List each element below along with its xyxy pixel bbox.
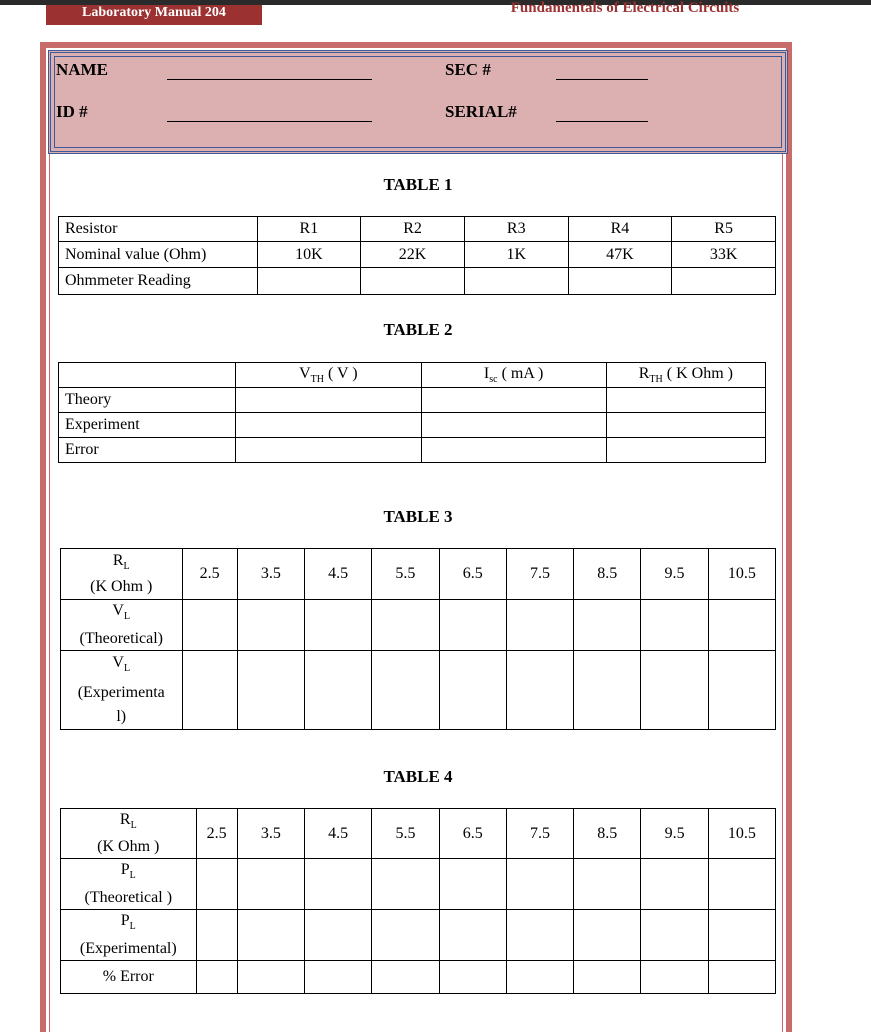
table4-cell[interactable] xyxy=(641,961,708,994)
table4-cell[interactable] xyxy=(506,910,573,961)
table4-rl-label: $R_L$ (K Ohm ) xyxy=(61,809,197,859)
table2 xyxy=(58,362,766,463)
table3-cell[interactable] xyxy=(182,600,237,651)
table4 xyxy=(60,808,776,994)
table4-cell[interactable] xyxy=(372,961,439,994)
table3-rl-value: 10.5 xyxy=(708,549,775,600)
table4-cell[interactable] xyxy=(708,961,775,994)
table2-cell[interactable] xyxy=(236,413,421,438)
table1-header-r4: R4 xyxy=(568,217,672,242)
table4-rl-value: 10.5 xyxy=(708,809,775,859)
table3-cell[interactable] xyxy=(574,651,641,730)
table4-rl-value: 8.5 xyxy=(574,809,641,859)
serial-field[interactable] xyxy=(556,121,648,122)
table4-cell[interactable] xyxy=(372,859,439,910)
table2-header-rth: $R_{TH}$ ( K Ohm ) xyxy=(606,363,765,388)
table3-cell[interactable] xyxy=(237,600,304,651)
table4-cell[interactable] xyxy=(196,961,237,994)
table2-row-experiment: Experiment xyxy=(59,413,236,438)
table4-rl-value: 5.5 xyxy=(372,809,439,859)
table4-cell[interactable] xyxy=(574,961,641,994)
table1-header-r5: R5 xyxy=(672,217,776,242)
table4-cell[interactable] xyxy=(372,910,439,961)
table1-reading-cell[interactable] xyxy=(568,268,672,295)
table3-cell[interactable] xyxy=(439,600,506,651)
table2-cell[interactable] xyxy=(421,438,606,463)
table1-reading-cell[interactable] xyxy=(464,268,568,295)
table4-cell[interactable] xyxy=(439,859,506,910)
table1-nominal-r5: 33K xyxy=(672,242,776,268)
table3-cell[interactable] xyxy=(708,600,775,651)
table4-cell[interactable] xyxy=(574,910,641,961)
id-field[interactable] xyxy=(167,121,372,122)
table1-title: TABLE 1 xyxy=(383,175,453,194)
table3-rl-value: 9.5 xyxy=(641,549,708,600)
table4-cell[interactable] xyxy=(506,961,573,994)
table3-rl-value: 5.5 xyxy=(372,549,439,600)
table1-nominal-r3: 1K xyxy=(464,242,568,268)
table3-cell[interactable] xyxy=(506,600,573,651)
table3-title: TABLE 3 xyxy=(383,507,453,526)
table1-reading-cell[interactable] xyxy=(361,268,465,295)
table4-title: TABLE 4 xyxy=(383,767,453,786)
table4-rl-value: 6.5 xyxy=(439,809,506,859)
sec-label: SEC # xyxy=(445,60,491,79)
table4-rl-value: 2.5 xyxy=(196,809,237,859)
table1-reading-cell[interactable] xyxy=(257,268,361,295)
table2-header-vth: $V_{TH}$ ( V ) xyxy=(236,363,421,388)
table1-header-resistor: Resistor xyxy=(59,217,258,242)
table1-header-r1: R1 xyxy=(257,217,361,242)
table3-rl-value: 2.5 xyxy=(182,549,237,600)
table4-rl-value: 3.5 xyxy=(237,809,304,859)
header-right-title: Fundamentals of Electrical Circuits xyxy=(510,0,740,16)
table4-cell[interactable] xyxy=(305,961,372,994)
table2-cell[interactable] xyxy=(421,388,606,413)
table2-cell[interactable] xyxy=(236,438,421,463)
table4-cell[interactable] xyxy=(641,859,708,910)
table4-cell[interactable] xyxy=(641,910,708,961)
table3-rl-value: 3.5 xyxy=(237,549,304,600)
sec-field[interactable] xyxy=(556,79,648,80)
name-field[interactable] xyxy=(167,79,372,80)
table4-cell[interactable] xyxy=(237,859,304,910)
table4-cell[interactable] xyxy=(196,910,237,961)
table4-cell[interactable] xyxy=(237,910,304,961)
table3-cell[interactable] xyxy=(708,651,775,730)
table3-cell[interactable] xyxy=(641,651,708,730)
table4-pl-theoretical-label: $P_L$ (Theoretical ) xyxy=(61,859,197,910)
table3-cell[interactable] xyxy=(237,651,304,730)
table3-cell[interactable] xyxy=(305,651,372,730)
table4-rl-value: 9.5 xyxy=(641,809,708,859)
table4-cell[interactable] xyxy=(708,859,775,910)
table2-row-error: Error xyxy=(59,438,236,463)
id-label: ID # xyxy=(56,102,88,121)
table1-nominal-r1: 10K xyxy=(257,242,361,268)
table4-error-label: % Error xyxy=(61,961,197,994)
serial-label: SERIAL# xyxy=(445,102,517,121)
table3 xyxy=(60,548,776,730)
table1-nominal-r4: 47K xyxy=(568,242,672,268)
table3-cell[interactable] xyxy=(372,600,439,651)
table1 xyxy=(58,216,776,295)
table4-rl-value: 4.5 xyxy=(305,809,372,859)
student-info-box xyxy=(48,50,788,154)
table2-row-theory: Theory xyxy=(59,388,236,413)
table3-cell[interactable] xyxy=(372,651,439,730)
table2-cell[interactable] xyxy=(421,413,606,438)
table2-cell[interactable] xyxy=(606,438,765,463)
table1-header-r3: R3 xyxy=(464,217,568,242)
name-label: NAME xyxy=(56,60,108,79)
table4-cell[interactable] xyxy=(439,910,506,961)
table2-header-isc: $I_{sc}$ ( mA ) xyxy=(421,363,606,388)
table3-rl-label: $R_L$ (K Ohm ) xyxy=(61,549,183,600)
table1-header-r2: R2 xyxy=(361,217,465,242)
table3-cell[interactable] xyxy=(641,600,708,651)
table3-vl-theoretical-label: $V_L$ (Theoretical) xyxy=(61,600,183,651)
header-left-title: Laboratory Manual 204 xyxy=(46,5,262,25)
table4-cell[interactable] xyxy=(439,961,506,994)
table3-vl-experimental-label: $V_L$ (Experimenta l) xyxy=(61,651,183,730)
table4-cell[interactable] xyxy=(305,859,372,910)
table2-cell[interactable] xyxy=(606,413,765,438)
table1-reading-cell[interactable] xyxy=(672,268,776,295)
table2-title: TABLE 2 xyxy=(383,320,453,339)
table3-rl-value: 7.5 xyxy=(506,549,573,600)
table4-cell[interactable] xyxy=(196,859,237,910)
table3-cell[interactable] xyxy=(182,651,237,730)
table4-rl-value: 7.5 xyxy=(506,809,573,859)
table3-rl-value: 8.5 xyxy=(574,549,641,600)
table1-nominal-label: Nominal value (Ohm) xyxy=(59,242,258,268)
table1-reading-label: Ohmmeter Reading xyxy=(59,268,258,295)
table4-cell[interactable] xyxy=(574,859,641,910)
table2-cell[interactable] xyxy=(606,388,765,413)
table4-cell[interactable] xyxy=(237,961,304,994)
table4-pl-experimental-label: $P_L$ (Experimental) xyxy=(61,910,197,961)
table3-cell[interactable] xyxy=(439,651,506,730)
table3-cell[interactable] xyxy=(574,600,641,651)
table3-rl-value: 4.5 xyxy=(305,549,372,600)
table4-cell[interactable] xyxy=(506,859,573,910)
table3-rl-value: 6.5 xyxy=(439,549,506,600)
table4-cell[interactable] xyxy=(708,910,775,961)
table3-cell[interactable] xyxy=(506,651,573,730)
table4-cell[interactable] xyxy=(305,910,372,961)
table1-nominal-r2: 22K xyxy=(361,242,465,268)
table2-cell[interactable] xyxy=(236,388,421,413)
table3-cell[interactable] xyxy=(305,600,372,651)
